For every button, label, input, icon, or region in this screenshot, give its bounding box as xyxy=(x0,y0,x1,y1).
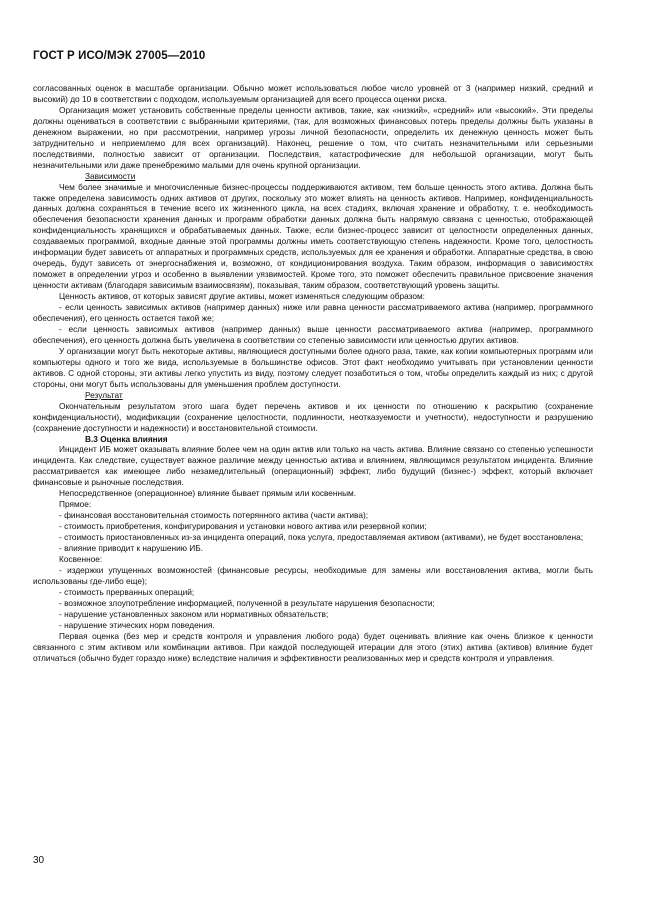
paragraph: Ценность активов, от которых зависят другие активы, может изменяться следующим образом: xyxy=(59,291,425,302)
list-item: - стоимость приостановленных из-за инцидента операций, пока услуга, предоставляемая активом (активами), не будет восстановлена; xyxy=(59,532,583,543)
subheading-result: Результат xyxy=(85,389,123,400)
list-item: - влияние приводит к нарушению ИБ. xyxy=(59,543,203,554)
list-label: Прямое: xyxy=(59,499,92,510)
list-item: - стоимость прерванных операций; xyxy=(59,586,195,597)
paragraph: согласованных оценок в масштабе организации. Обычно может использоваться любое число уровней от 3 (например низкий, средний и высокий) до 10 в соответствии с подходом, используемым организацией для всего процесса оценки риска. xyxy=(33,83,593,104)
page-number: 30 xyxy=(33,855,45,866)
section-heading: В.3 Оценка влияния xyxy=(85,433,168,444)
paragraph: Первая оценка (без мер и средств контроля и управления любого рода) будет оценивать влияние как очень близкое к ценности связанного с этим активом или комбинации активов. При каждой последующей итерации для этого (этих) актива (активов) влияние будет отличаться (обычно будет гораздо ниже) вследствие наличия и эффективности реализованных мер и средств контроля и управления. xyxy=(33,630,593,663)
list-item: - финансовая восстановительная стоимость потерянного актива (части актива); xyxy=(59,510,369,521)
list-item: - нарушение установленных законом или нормативных обязательств; xyxy=(59,608,329,619)
paragraph: Окончательным результатом этого шага будет перечень активов и их ценности по отношению к раскрытию (сохранение конфиденциальности), модификации (сохранение целостности, подлинности, неотказуемости и учетности), недоступности и разрушению (сохранение доступности и надежности) и восстановительной стоимости. xyxy=(33,400,593,433)
list-item: - издержки упущенных возможностей (финансовые ресурсы, необходимые для замены или восстановления актива, могли быть использованы где-либо еще); xyxy=(33,564,593,586)
document-body xyxy=(33,83,593,664)
list-item: - если ценность зависимых активов (например данных) ниже или равна ценности рассматриваемого актива (например, программного обеспечения), его ценность остается такой же; xyxy=(33,302,593,324)
subheading-dependencies: Зависимости xyxy=(85,170,136,181)
paragraph: Непосредственное (операционное) влияние бывает прямым или косвенным. xyxy=(59,488,357,499)
paragraph: Чем более значимые и многочисленные бизнес-процессы поддерживаются активом, тем больше ценность этого актива. Должна быть также определена зависимость одних активов от других, поскольку это может влиять на ценность активов. Например, конфиденциальность данных должна сохраняться в течение всего их жизненного цикла, на всех стадиях, включая хранение и обработку, т. е. необходимость обеспечения безопасности хранения данных и программ обработки данных должна быть напрямую связана с ценностью, отображающей конфиденциальность хранящихся и обрабатываемых данных. Также, если бизнес-процесс зависит от целостности определенных данных, создаваемых программой, входные данные этой программы должны иметь соответствующую степень надежности. Кроме того, целостность информации будет зависеть от аппаратных и программных средств, используемых для ее хранения и обработки. Аппаратные средства, в свою очередь, будут зависеть от энергоснабжения и, возможно, от кондиционирования воздуха. Таким образом, информация о зависимостях поможет в определении угроз и особенно в выявлении уязвимостей. Кроме того, это поможет обеспечить правильное присвоение значения ценности активам (благодаря зависимым взаимосвязям), показывая, таким образом, соответствующий уровень защиты. xyxy=(33,181,593,291)
list-item: - нарушение этических норм поведения. xyxy=(59,619,215,630)
standard-header: ГОСТ Р ИСО/МЭК 27005—2010 xyxy=(33,50,206,62)
list-item: - возможное злоупотребление информацией, полученной в результате нарушения безопасности; xyxy=(59,597,435,608)
list-label: Косвенное: xyxy=(59,553,103,564)
list-item: - если ценность зависимых активов (например данных) выше ценности рассматриваемого актива (например, программного обеспечения), его ценность должна быть увеличена в соответствии со степенью зависимости или ценностью других активов. xyxy=(33,323,593,345)
list-item: - стоимость приобретения, конфигурирования и установки нового актива или резервной копии; xyxy=(59,521,427,532)
paragraph: У организации могут быть некоторые активы, являющиеся доступными более одного раза, такие, как копии компьютерных программ или компьютеры одного и того же вида, используемые в большинстве офисов. Этот факт необходимо учитывать при установлении ценности активов. С одной стороны, эти активы легко упустить из виду, поэтому следует позаботиться о том, чтобы определить каждый из них; с другой стороны, они могут быть использованы для уменьшения проблем доступности. xyxy=(33,345,593,389)
paragraph: Инцидент ИБ может оказывать влияние более чем на один актив или только на часть актива. Влияние связано со степенью успешности инцидента. Как следствие, существует важное различие между ценностью актива и влиянием, являющимся результатом инцидента. Влияние рассматривается как имеющее либо незамедлительный (операционный) эффект, либо будущий (бизнес-) эффект, который включает финансовые и рыночные последствия. xyxy=(33,444,593,488)
paragraph: Организация может установить собственные пределы ценности активов, такие, как «низкий», «средний» или «высокий». Эти пределы должны оцениваться в соответствии с выбранными критериями, (так, для возможных финансовых потерь пределы должны быть указаны в денежном выражении, но при рассмотрении, например угрозы личной безопасности, определить их денежную ценность может быть затруднительно и неприемлемо для всех организаций). Наконец, решение о том, что считать незначительными или серьезными последствиями, полностью зависит от организации. Последствия, катастрофические для небольшой организации, могут быть незначительными или даже пренебрежимо малыми для очень крупной организации. xyxy=(33,104,593,170)
